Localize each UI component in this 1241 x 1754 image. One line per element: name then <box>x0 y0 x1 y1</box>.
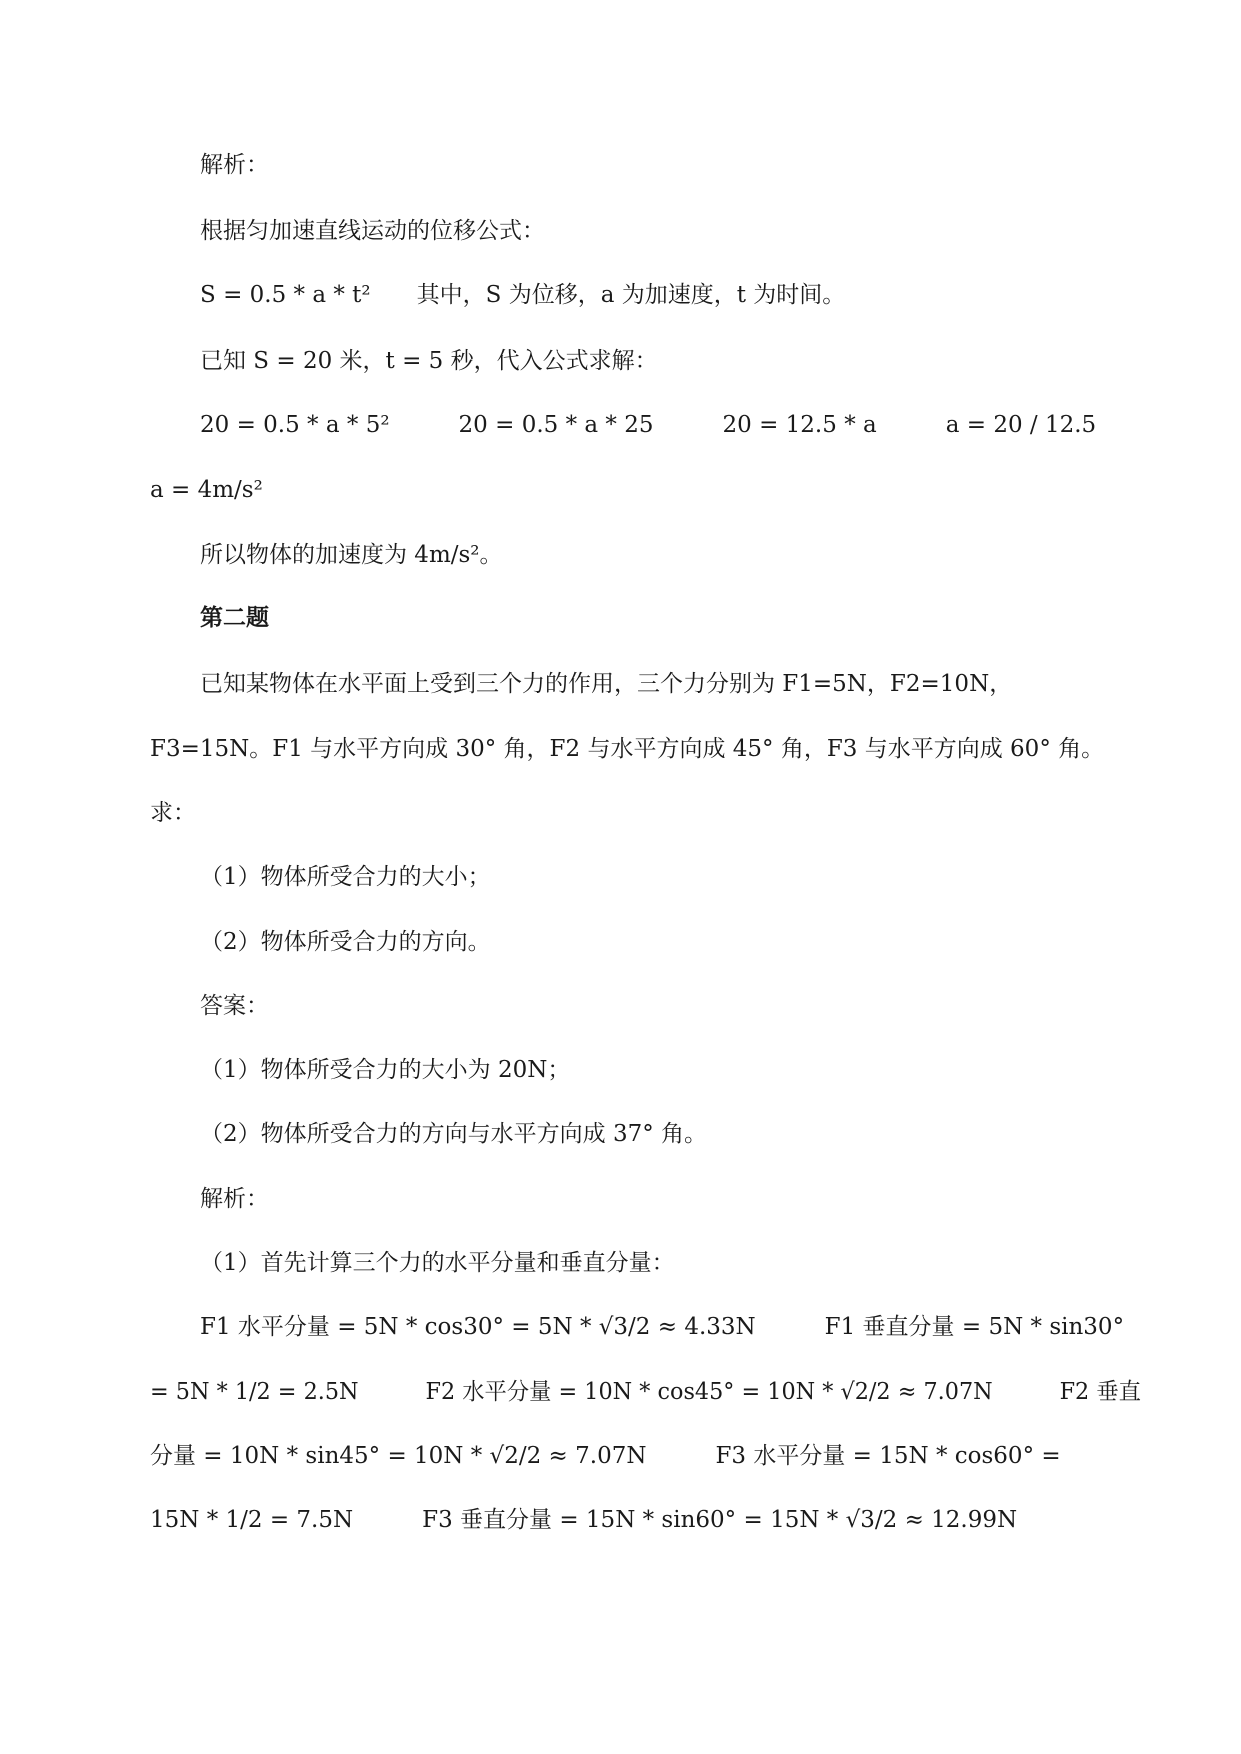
question-2-title: 第二题 <box>200 605 269 631</box>
displacement-formula: S = 0.5 * a * t² 其中，S 为位移，a 为加速度，t 为时间。 <box>200 282 846 308</box>
question-2-text-line-3: 求： <box>150 800 196 826</box>
question-2-text-line-2: F3=15N。F1 与水平方向成 30° 角，F2 与水平方向成 45° 角，F3 与水平方向成 60° 角。 <box>150 736 1105 762</box>
components-line-3: 分量 = 10N * sin45° = 10N * √2/2 ≈ 7.07N F3 水平分量 = 15N * cos60° = <box>150 1443 1061 1469</box>
components-line-1: F1 水平分量 = 5N * cos30° = 5N * √3/2 ≈ 4.33N F1 垂直分量 = 5N * sin30° <box>200 1314 1125 1340</box>
question-2-text-line-1: 已知某物体在水平面上受到三个力的作用，三个力分别为 F1=5N，F2=10N， <box>200 671 1013 697</box>
answer-part-2: （2）物体所受合力的方向与水平方向成 37° 角。 <box>200 1121 708 1147</box>
components-line-2: = 5N * 1/2 = 2.5N F2 水平分量 = 10N * cos45° = 10N * √2/2 ≈ 7.07N F2 垂直 <box>150 1379 1141 1405</box>
answer-part-1: （1）物体所受合力的大小为 20N； <box>200 1057 571 1083</box>
question-2-part-1: （1）物体所受合力的大小； <box>200 864 491 890</box>
known-values: 已知 S = 20 米，t = 5 秒，代入公式求解： <box>200 348 658 374</box>
analysis-heading-1: 解析： <box>200 152 269 178</box>
formula-intro: 根据匀加速直线运动的位移公式： <box>200 218 545 244</box>
calculation-result: a = 4m/s² <box>150 477 263 503</box>
calculation-steps: 20 = 0.5 * a * 5² 20 = 0.5 * a * 25 20 = 12.5 * a a = 20 / 12.5 <box>200 412 1097 438</box>
conclusion-1: 所以物体的加速度为 4m/s²。 <box>200 542 503 568</box>
question-2-part-2: （2）物体所受合力的方向。 <box>200 929 491 955</box>
components-line-4: 15N * 1/2 = 7.5N F3 垂直分量 = 15N * sin60° = 15N * √3/2 ≈ 12.99N <box>150 1507 1018 1533</box>
analysis-step-1: （1）首先计算三个力的水平分量和垂直分量： <box>200 1250 675 1276</box>
analysis-heading-2: 解析： <box>200 1186 269 1212</box>
answer-heading: 答案： <box>200 993 269 1019</box>
